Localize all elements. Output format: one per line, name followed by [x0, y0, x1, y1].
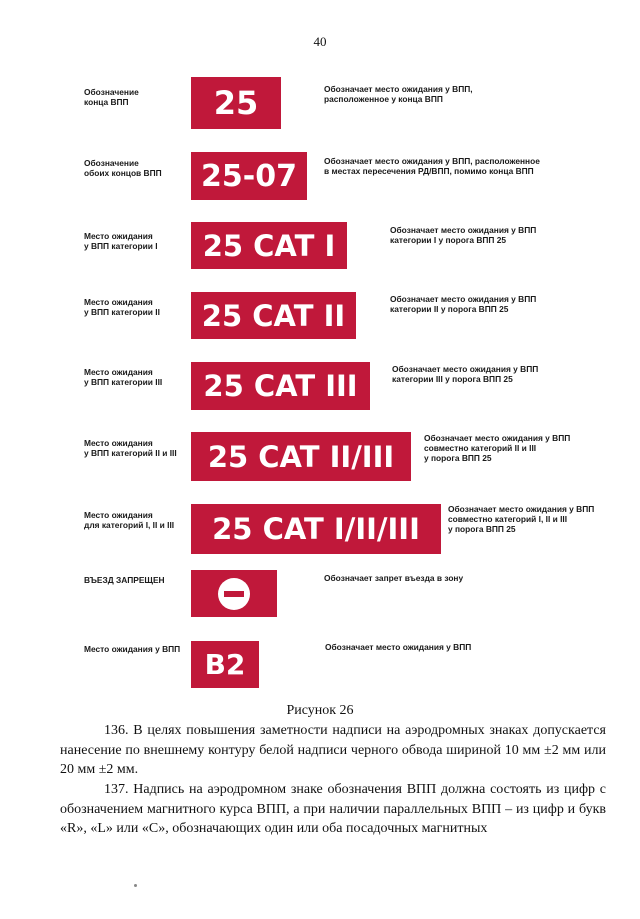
sign-description-cat-1-2-3: Обозначает место ожидания у ВПП совместно категорий I, II и III у порога ВПП 25 — [448, 504, 595, 534]
sign-text: 25 — [213, 84, 259, 122]
sign-label-holding-position: Место ожидания у ВПП — [84, 644, 181, 654]
paragraph-137: 137. Надпись на аэродромном знаке обозначения ВПП должна состоять из цифр с обозначением магнитного курса ВПП, а при наличии параллельных ВПП – из цифр и букв «R», «L» или «C», обозначающих один или оба посадочных магнитных — [60, 782, 606, 836]
sign-description-both-runway-ends: Обозначает место ожидания у ВПП, расположенное в местах пересечения РД/ВПП, помимо конца ВПП — [324, 156, 540, 176]
sign-description-no-entry: Обозначает запрет въезда в зону — [324, 573, 464, 583]
sign-cat-3 — [191, 362, 370, 410]
sign-label-both-runway-ends: Обозначение обоих концов ВПП — [84, 158, 162, 178]
sign-text: 25-07 — [201, 158, 297, 194]
sign-label-cat-1: Место ожидания у ВПП категории I — [84, 231, 158, 251]
sign-no-entry — [191, 570, 277, 617]
sign-label-cat-2-3: Место ожидания у ВПП категорий II и III — [84, 438, 177, 458]
sign-description-cat-3: Обозначает место ожидания у ВПП категории III у порога ВПП 25 — [392, 364, 539, 384]
sign-text: 25 CAT II/III — [207, 439, 395, 474]
sign-text: 25 CAT I — [202, 228, 336, 263]
sign-description-cat-1: Обозначает место ожидания у ВПП категории I у порога ВПП 25 — [390, 225, 537, 245]
sign-label-cat-1-2-3: Место ожидания для категорий I, II и III — [84, 510, 175, 530]
sign-holding-position — [191, 641, 259, 688]
sign-label-runway-end: Обозначение конца ВПП — [84, 87, 139, 107]
sign-runway-end — [191, 77, 281, 129]
sign-cat-1 — [191, 222, 347, 269]
page-number: 40 — [313, 34, 327, 49]
sign-label-no-entry: ВЪЕЗД ЗАПРЕЩЕН — [84, 575, 165, 585]
scan-artifact — [134, 884, 137, 887]
paragraph-136: 136. В целях повышения заметности надписи на аэродромных знаках допускается нанесение по внешнему контуру белой надписи черного обвода шириной 10 мм ±2 мм или 20 мм ±2 мм. — [60, 723, 606, 777]
sign-both-runway-ends — [191, 152, 307, 200]
sign-label-cat-2: Место ожидания у ВПП категории II — [84, 297, 160, 317]
sign-cat-2 — [191, 292, 356, 339]
sign-description-runway-end: Обозначает место ожидания у ВПП, расположенное у конца ВПП — [324, 84, 473, 104]
sign-description-cat-2-3: Обозначает место ожидания у ВПП совместно категорий II и III у порога ВПП 25 — [424, 433, 571, 463]
sign-text: B2 — [204, 648, 246, 681]
sign-label-cat-3: Место ожидания у ВПП категории III — [84, 367, 163, 387]
no-entry-icon — [218, 578, 250, 610]
sign-cat-2-3 — [191, 432, 411, 481]
figure-caption: Рисунок 26 — [286, 703, 354, 718]
sign-text: 25 CAT III — [203, 369, 358, 403]
sign-text: 25 CAT I/II/III — [212, 512, 420, 546]
sign-description-holding-position: Обозначает место ожидания у ВПП — [325, 642, 472, 652]
sign-cat-1-2-3 — [191, 504, 441, 554]
sign-text: 25 CAT II — [201, 298, 346, 333]
sign-description-cat-2: Обозначает место ожидания у ВПП категории II у порога ВПП 25 — [390, 294, 537, 314]
